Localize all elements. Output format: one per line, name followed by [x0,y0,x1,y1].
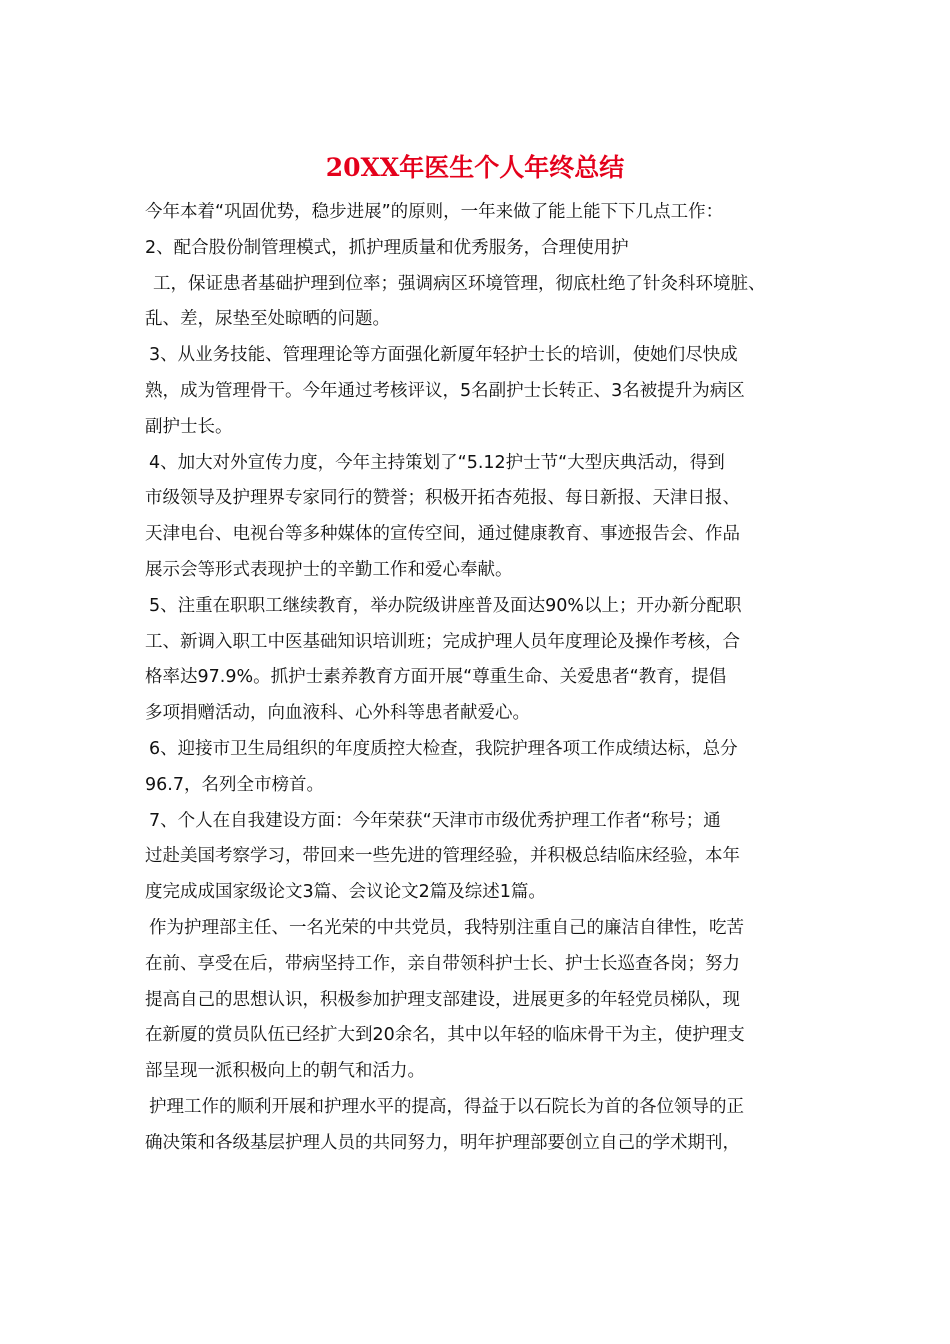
text-line: 部呈现一派积极向上的朝气和活力。 [145,1061,425,1082]
text-line: 确决策和各级基层护理人员的共同努力，明年护理部要创立自己的学术期刊， [145,1132,740,1153]
text-line: 市级领导及护理界专家同行的赞誉；积极开拓杏苑报、每日新报、天津日报、 [145,488,740,509]
text-line: 提高自己的思想认识，积极参加护理支部建设，进展更多的年轻党员梯队，现 [145,989,740,1010]
text-line: 3、从业务技能、管理理论等方面强化新厦年轻护士长的培训，使她们尽快成 [149,345,738,366]
text-line: 多项捐赠活动，向血液科、心外科等患者献爱心。 [145,703,530,724]
text-line: 7、个人在自我建设方面：今年荣获“天津市市级优秀护理工作者“称号；通 [149,810,721,831]
document-body [145,195,835,1162]
text-line: 乱、差，尿垫至处晾晒的问题。 [145,309,390,330]
text-line: 6、迎接市卫生局组织的年度质控大检查，我院护理各项工作成绩达标，总分 [149,738,738,759]
text-line: 格率达97.9%。抓护士素养教育方面开展“尊重生命、关爱患者“教育，提倡 [145,667,727,688]
text-line: 度完成成国家级论文3篇、会议论文2篇及综述1篇。 [145,882,546,903]
text-line: 工，保证患者基础护理到位率；强调病区环境管理，彻底杜绝了针灸科环境脏、 [153,273,766,294]
text-line: 展示会等形式表现护士的辛勤工作和爱心奉献。 [145,559,513,580]
document-title: 20XX年医生个人年终总结 [325,153,625,182]
text-line: 今年本着“巩固优势，稳步进展”的原则，一年来做了能上能下下几点工作： [145,202,724,222]
text-line: 5、注重在职职工继续教育，举办院级讲座普及面达90%以上；开办新分配职 [149,595,742,616]
text-line: 护理工作的顺利开展和护理水平的提高，得益于以石院长为首的各位领导的正 [149,1096,744,1117]
text-line: 2、配合股份制管理模式，抓护理质量和优秀服务，合理使用护 [145,237,629,258]
text-line: 过赴美国考察学习，带回来一些先进的管理经验，并积极总结临床经验，本年 [145,846,740,867]
text-line: 在新厦的赏员队伍已经扩大到20余名，其中以年轻的临床骨干为主，使护理支 [145,1025,745,1046]
text-line: 在前、享受在后，带病坚持工作，亲自带领科护士长、护士长巡查各岗；努力 [145,953,740,974]
text-line: 天津电台、电视台等多种媒体的宣传空间，通过健康教育、事迹报告会、作品 [145,524,740,545]
text-line: 作为护理部主任、一名光荣的中共党员，我特别注重自己的廉洁自律性，吃苦 [149,917,744,938]
text-line: 熟，成为管理骨干。今年通过考核评议，5名副护士长转正、3名被提升为病区 [145,380,745,401]
text-line: 96.7，名列全市榜首。 [145,774,324,795]
text-line: 副护士长。 [145,416,233,437]
text-line: 4、加大对外宣传力度，今年主持策划了“5.12护士节“大型庆典活动，得到 [149,452,725,473]
text-line: 工、新调入职工中医基础知识培训班；完成护理人员年度理论及操作考核，合 [145,631,740,652]
